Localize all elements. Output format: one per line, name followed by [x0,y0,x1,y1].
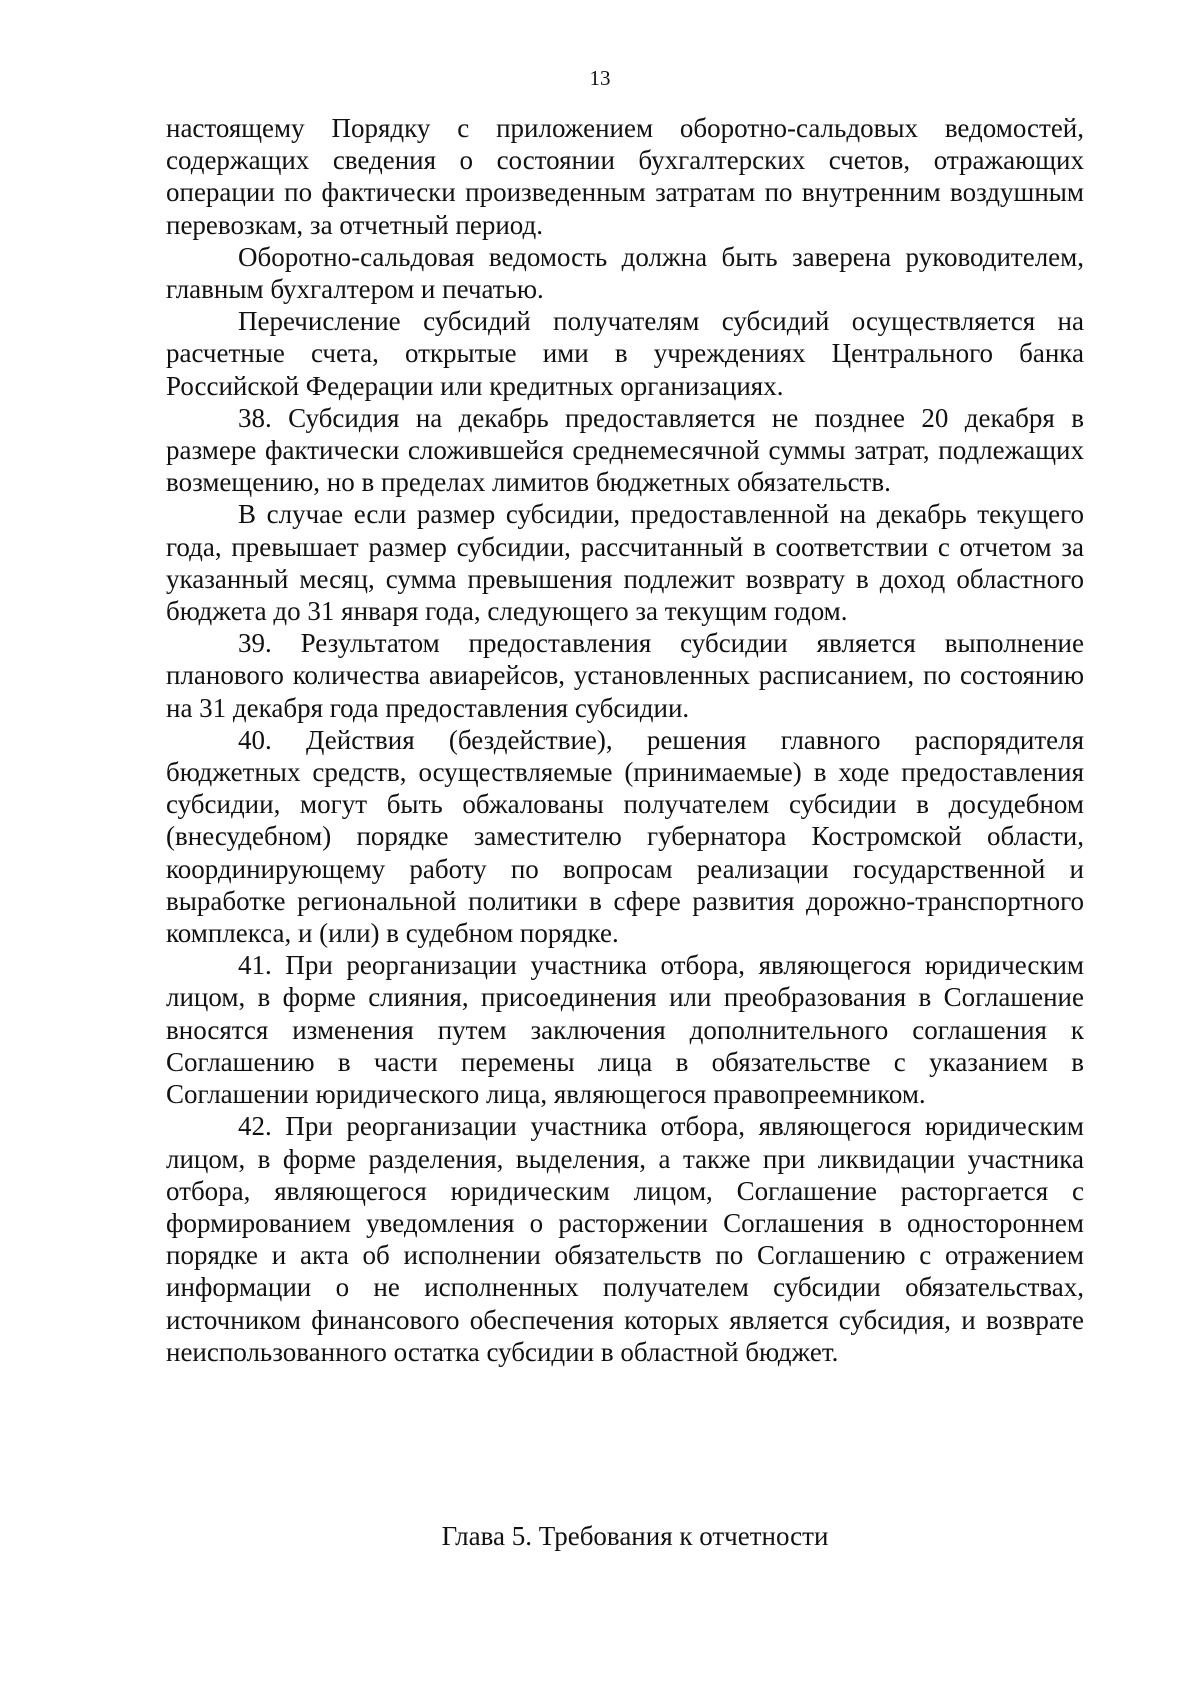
paragraph-item-41: 41. При реорганизации участника отбора, являющегося юридическим лицом, в форме слияния, присоединения или преобразования в Соглашение вносятся изменения путем заключения дополнительного соглашения к Соглашению в части перемены лица в обязательстве с указанием в Соглашении юридического лица, являющегося правопреемником. [166,950,1084,1110]
chapter-heading: Глава 5. Требования к отчетности [441,1521,829,1551]
paragraph-item-38: 38. Субсидия на декабрь предоставляется не позднее 20 декабря в размере фактически сложившейся среднемесячной суммы затрат, подлежащих возмещению, но в пределах лимитов бюджетных обязательств. [166,402,1084,498]
paragraph-continuation: настоящему Порядку с приложением оборотно-сальдовых ведомостей, содержащих сведения о состоянии бухгалтерских счетов, отражающих операции по фактически произведенным затратам по внутренним воздушным перевозкам, за отчетный период. [166,113,1084,240]
paragraph-item-42: 42. При реорганизации участника отбора, являющегося юридическим лицом, в форме разделения, выделения, а также при ликвидации участника отбора, являющегося юридическим лицом, Соглашение расторгается с формированием уведомления о расторжении Соглашения в одностороннем порядке и акта об исполнении обязательств по Соглашению с отражением информации о не исполненных получателем субсидии обязательствах, источником финансового обеспечения которых является субсидия, и возврате неиспользованного остатка субсидии в областной бюджет. [166,1111,1084,1367]
document-body [166,112,1084,1368]
page-number: 13 [589,66,611,90]
paragraph-statement-certification: Оборотно-сальдовая ведомость должна быть заверена руководителем, главным бухгалтером и печатью. [166,241,1084,305]
paragraph-item-39: 39. Результатом предоставления субсидии является выполнение планового количества авиарейсов, установленных расписанием, по состоянию на 31 декабря года предоставления субсидии. [166,628,1084,723]
paragraph-excess-refund: В случае если размер субсидии, предоставленной на декабрь текущего года, превышает размер субсидии, рассчитанный в соответствии с отчетом за указанный месяц, сумма превышения подлежит возврату в доход областного бюджета до 31 января года, следующего за текущим годом. [166,499,1084,627]
paragraph-subsidy-transfer: Перечисление субсидий получателям субсидий осуществляется на расчетные счета, открытые ими в учреждениях Центрального банка Российской Федерации или кредитных организациях. [166,306,1084,401]
paragraph-item-40: 40. Действия (бездействие), решения главного распорядителя бюджетных средств, осуществляемые (принимаемые) в ходе предоставления субсидии, могут быть обжалованы получателем субсидии в досудебном (внесудебном) порядке заместителю губернатора Костромской области, координирующему работу по вопросам реализации государственной и выработке региональной политики в сфере развития дорожно-транспортного комплекса, и (или) в судебном порядке. [166,724,1084,949]
